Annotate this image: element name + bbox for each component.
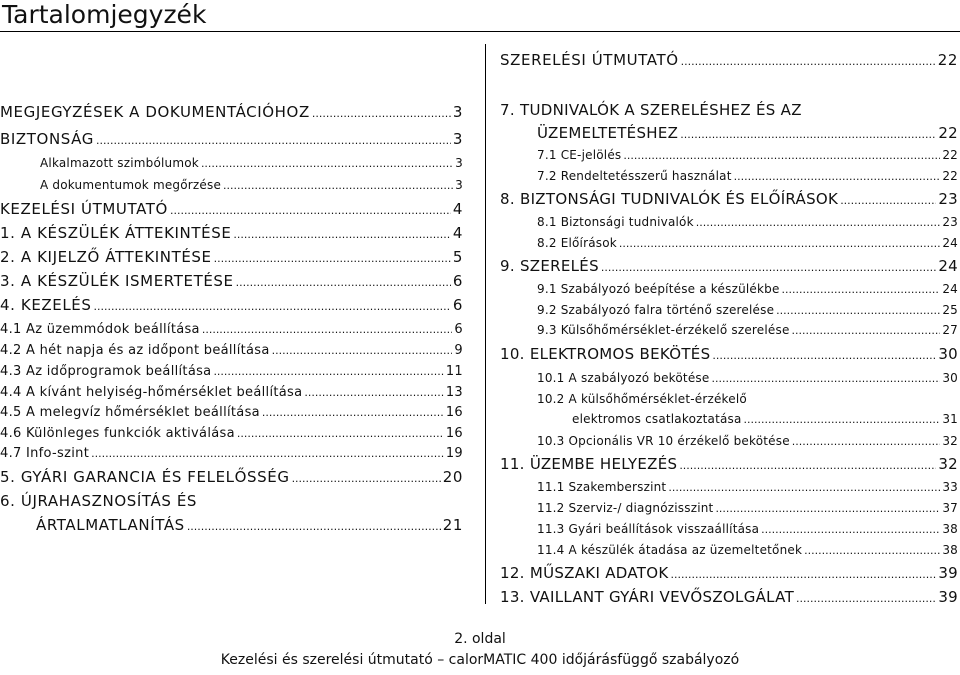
toc-entry[interactable]: 11.1 Szakemberszint ..... 33 [537, 480, 958, 494]
toc-entry[interactable]: 13. VAILLANT GYÁRI VEVŐSZOLGÁLAT ..... 39 [500, 588, 958, 606]
toc-entry[interactable]: 10.1 A szabályozó bekötése ..... 30 [537, 371, 958, 385]
toc-entry[interactable]: 5. GYÁRI GARANCIA ÉS FELELŐSSÉG ..... 20 [0, 468, 463, 486]
toc-entry[interactable]: 7.2 Rendeltetésszerű használat ..... 22 [537, 169, 958, 183]
toc-entry[interactable]: Alkalmazott szimbólumok ..... 3 [40, 156, 463, 170]
page-title: Tartalomjegyzék [2, 0, 480, 34]
toc-entry[interactable]: ÜZEMELTETÉSHEZ ..... 22 [537, 124, 958, 142]
toc-entry[interactable]: ÁRTALMATLANÍTÁS ..... 21 [36, 516, 463, 534]
footer-page-number: 2. oldal [454, 631, 506, 647]
toc-entry-line1[interactable]: 6. ÚJRAHASZNOSÍTÁS ÉS [0, 492, 198, 510]
toc-entry[interactable]: 9.1 Szabályozó beépítése a készülékbe ..... 24 [537, 282, 958, 296]
toc-entry[interactable]: 9. SZERELÉS ..... 24 [500, 257, 958, 275]
toc-entry[interactable]: BIZTONSÁG ..... 3 [0, 130, 463, 148]
toc-entry[interactable]: 11.2 Szerviz-/ diagnózisszint ..... 37 [537, 501, 958, 515]
toc-entry[interactable]: 4.6 Különleges funkciók aktiválása ..... 16 [0, 426, 463, 441]
toc-entry[interactable]: 1. A KÉSZÜLÉK ÁTTEKINTÉSE ..... 4 [0, 224, 463, 242]
toc-entry[interactable]: SZERELÉSI ÚTMUTATÓ ..... 22 [500, 51, 958, 69]
toc-entry[interactable]: MEGJEGYZÉSEK A DOKUMENTÁCIÓHOZ ..... 3 [0, 103, 463, 121]
toc-entry[interactable]: 10.3 Opcionális VR 10 érzékelő bekötése ..... 32 [537, 434, 958, 448]
toc-entry[interactable]: 7.1 CE-jelölés ..... 22 [537, 148, 958, 162]
toc-entry[interactable]: 9.3 Külsőhőmérséklet-érzékelő szerelése ..... 27 [537, 323, 958, 337]
toc-entry[interactable]: 10. ELEKTROMOS BEKÖTÉS ..... 30 [500, 345, 958, 363]
toc-entry[interactable]: 2. A KIJELZŐ ÁTTEKINTÉSE ..... 5 [0, 248, 463, 266]
toc-entry[interactable]: 4. KEZELÉS ..... 6 [0, 296, 463, 314]
toc-entry[interactable]: 4.7 Info-szint ..... 19 [0, 446, 463, 461]
toc-entry[interactable]: 11. ÜZEMBE HELYEZÉS ..... 32 [500, 455, 958, 473]
toc-entry[interactable]: 9.2 Szabályozó falra történő szerelése ..... 25 [537, 303, 958, 317]
toc-entry-line1[interactable]: 7. TUDNIVALÓK A SZERELÉSHEZ ÉS AZ [500, 101, 802, 119]
toc-entry[interactable]: 8. BIZTONSÁGI TUDNIVALÓK ÉS ELŐÍRÁSOK ..... 23 [500, 190, 958, 208]
toc-entry[interactable]: 11.4 A készülék átadása az üzemeltetőnek ..... 38 [537, 543, 958, 557]
toc-entry[interactable]: 4.5 A melegvíz hőmérséklet beállítása ..... 16 [0, 405, 463, 420]
toc-entry[interactable]: 3. A KÉSZÜLÉK ISMERTETÉSE ..... 6 [0, 272, 463, 290]
toc-entry[interactable]: 4.1 Az üzemmódok beállítása ..... 6 [0, 322, 463, 337]
toc-entry[interactable]: 12. MŰSZAKI ADATOK ..... 39 [500, 564, 958, 582]
toc-entry[interactable]: 4.2 A hét napja és az időpont beállítása ..... 9 [0, 343, 463, 358]
toc-entry[interactable]: 11.3 Gyári beállítások visszaállítása ..... 38 [537, 522, 958, 536]
footer-document-title: Kezelési és szerelési útmutató – calorMATIC 400 időjárásfüggő szabályozó [220, 652, 740, 668]
toc-entry[interactable]: 8.1 Biztonsági tudnivalók ..... 23 [537, 215, 958, 229]
toc-entry[interactable]: 4.3 Az időprogramok beállítása ..... 11 [0, 364, 463, 379]
title-underline [0, 31, 960, 32]
toc-entry[interactable]: 8.2 Előírások ..... 24 [537, 236, 958, 250]
toc-entry[interactable]: elektromos csatlakoztatása ..... 31 [572, 412, 958, 426]
column-divider [485, 44, 486, 604]
toc-entry[interactable]: A dokumentumok megőrzése ..... 3 [40, 178, 463, 192]
toc-entry[interactable]: 4.4 A kívánt helyiség-hőmérséklet beállítása ..... 13 [0, 385, 463, 400]
toc-entry-line1[interactable]: 10.2 A külsőhőmérséklet-érzékelő [537, 392, 747, 406]
toc-entry[interactable]: KEZELÉSI ÚTMUTATÓ ..... 4 [0, 200, 463, 218]
